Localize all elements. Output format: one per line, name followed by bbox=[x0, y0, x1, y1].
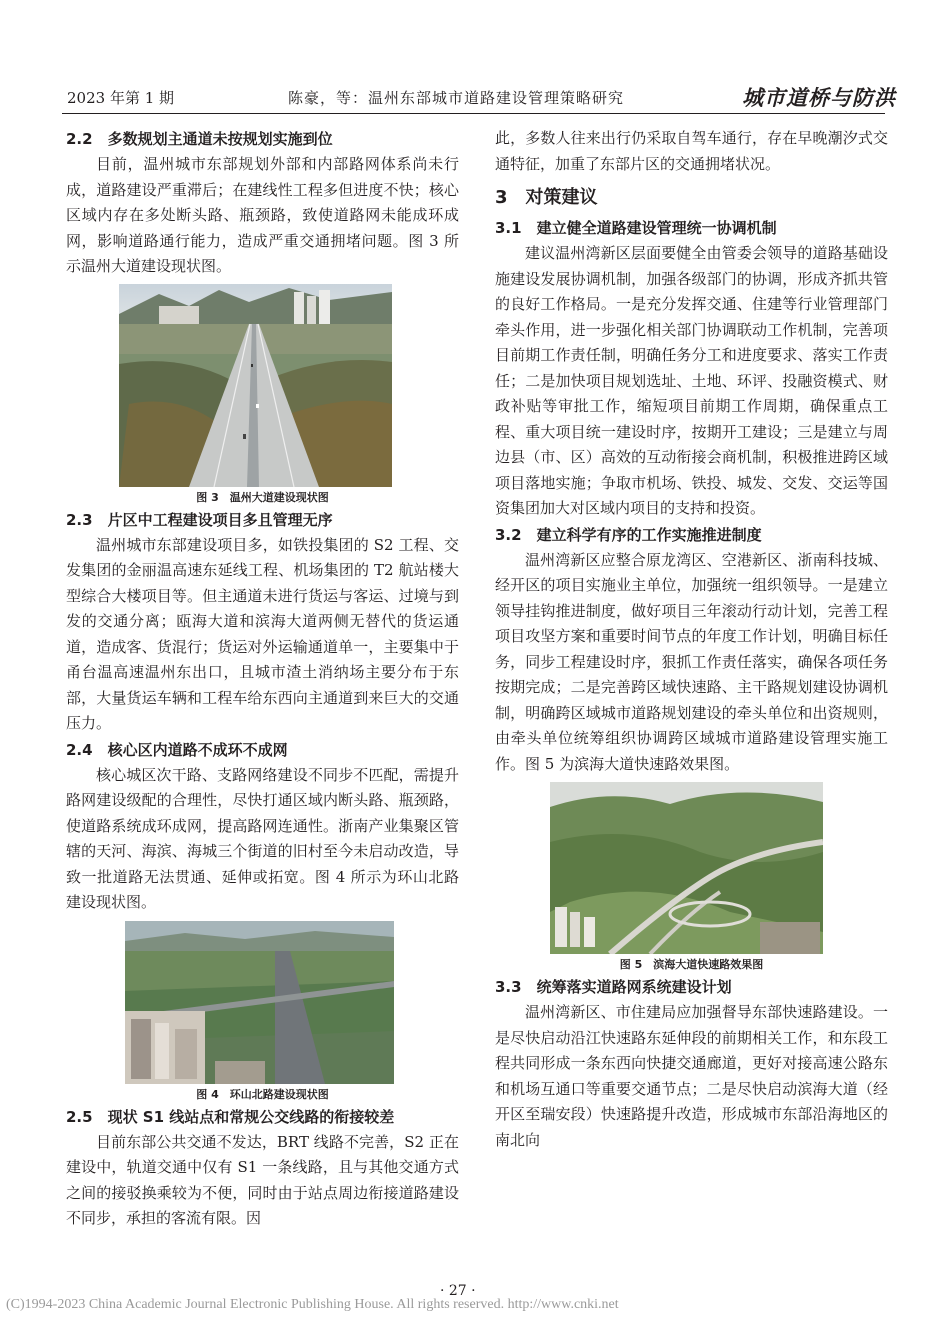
section-3-3-paragraph: 温州湾新区、市住建局应加强督导东部快速路建设。一是尽快启动沿江快速路东延伸段的前期相关工作，和东段工程共同形成一条东西向快捷交通廊道，更好对接高速公路东和机场互通口等重要交通节点；二是尽快启动滨海大道（经开区至瑞安段）快速路提升改造，形成城市东部沿海地区的南北向 bbox=[495, 1003, 888, 1149]
figure-4-photo bbox=[125, 921, 394, 1084]
section-2-5-heading: 2.5 现状 S1 线站点和常规公交线路的衔接较差 bbox=[66, 1107, 395, 1126]
header-running-title: 陈豪，等：温州东部城市道路建设管理策略研究 bbox=[288, 89, 625, 107]
section-3-1-heading: 3.1 建立健全道路建设管理统一协调机制 bbox=[495, 219, 777, 237]
section-2-3-heading: 2.3 片区中工程建设项目多且管理无序 bbox=[66, 510, 333, 529]
section-2-5-paragraph: 目前东部公共交通不发达，BRT 线路不完善，S2 正在建设中，轨道交通中仅有 S1 一条线路，且与其他交通方式之间的接驳换乘较为不便，同时由于站点周边衔接道路建设不同步，承担的客流有限。因 bbox=[66, 1132, 459, 1227]
section-2-2-paragraph: 目前，温州城市东部规划外部和内部路网体系尚未行成，道路建设严重滞后；在建线性工程多但进度不快；核心区域内存在多处断头路、瓶颈路，致使道路网未能成环成网，影响道路通行能力，造成严重交通拥堵问题。图 3 所示温州大道建设现状图。 bbox=[66, 155, 459, 275]
right-column bbox=[495, 126, 888, 1153]
figure-5-rendering bbox=[550, 782, 823, 954]
header-issue: 2023 年第 1 期 bbox=[67, 89, 175, 107]
figure-3-caption: 图 3 温州大道建设现状图 bbox=[196, 490, 329, 504]
figure-5-caption: 图 5 滨海大道快速路效果图 bbox=[619, 958, 764, 971]
section-2-4-heading: 2.4 核心区内道路不成环不成网 bbox=[66, 740, 288, 759]
section-2-4-paragraph: 核心城区次干路、支路网络建设不同步不匹配，需提升路网建设级配的合理性，尽快打通区域内断头路、瓶颈路，使道路系统成环成网，提高路网连通性。浙南产业集聚区管辖的天河、海滨、海城三个街道的旧村至今未启动改造，导致一批道路无法贯通、延伸或拓宽。图 4 所示为环山北路建设现状图。 bbox=[66, 765, 459, 911]
figure-4-caption: 图 4 环山北路建设现状图 bbox=[196, 1087, 329, 1101]
header-journal-logo: 城市道桥与防洪 bbox=[742, 85, 896, 110]
copyright-watermark: (C)1994-2023 China Academic Journal Electronic Publishing House. All rights reserved. http://www.cnki.net bbox=[6, 1297, 619, 1312]
section-2-3-paragraph: 温州城市东部建设项目多，如铁投集团的 S2 工程、交发集团的金丽温高速东延线工程、机场集团的 T2 航站楼大型综合大楼项目等。但主通道未进行货运与客运、过境与到发的交通分离；瓯海大道和滨海大道两侧无替代的货运通道，造成客、货混行；货运对外运输通道单一，主要集中于甬台温高速温州东出口，且城市渣土消纳场主要分布于东部，大量货运车辆和工程车给东西向主通道到来巨大的交通压力。 bbox=[66, 535, 459, 732]
continued-paragraph: 此，多数人往来出行仍采取自驾车通行，存在早晚潮汐式交通特征，加重了东部片区的交通拥堵状况。 bbox=[495, 129, 888, 173]
wenzhou-avenue-photo bbox=[119, 284, 392, 487]
header-rule bbox=[62, 113, 885, 114]
page-number: · 27 · bbox=[440, 1283, 476, 1299]
huanshan-north-road-photo bbox=[125, 921, 394, 1084]
section-3-2-paragraph: 温州湾新区应整合原龙湾区、空港新区、浙南科技城、经开区的项目实施业主单位，加强统一组织领导。一是建立领导挂钩推进制度，做好项目三年滚动行动计划，完善工程项目攻坚方案和重要时间节点的年度工作计划，明确目标任务，同步工程建设时序，狠抓工作责任落实，确保各项任务按期完成；二是完善跨区域快速路、主干路规划建设协调机制，明确跨区域城市道路规划建设的牵头单位和出资规则，由牵头单位统筹组织协调跨区域城市道路建设管理实施工作。图 5 为滨海大道快速路效果图。 bbox=[495, 550, 888, 773]
figure-3-photo bbox=[119, 284, 392, 487]
section-3-3-heading: 3.3 统筹落实道路网系统建设计划 bbox=[495, 978, 732, 996]
section-2-2-heading: 2.2 多数规划主通道未按规划实施到位 bbox=[66, 130, 333, 148]
section-3-1-paragraph: 建议温州湾新区层面要健全由管委会领导的道路基础设施建设发展协调机制，加强各级部门的协调，形成齐抓共管的良好工作格局。一是充分发挥交通、住建等行业管理部门牵头作用，进一步强化相关部门协调联动工作机制，完善项目前期工作责任制，明确任务分工和进度要求、落实工作责任；二是加快项目规划选址、土地、环评、投融资模式、财政补贴等审批工作，缩短项目前期工作周期，确保重点工程、重大项目统一建设时序，按期开工建设；三是建立与周边县（市、区）高效的互动衔接会商机制，积极推进跨区域项目落地实施；争取市机场、铁投、城发、交发、交运等国资集团加大对区域内项目的支持和投资。 bbox=[495, 244, 888, 517]
section-3-2-heading: 3.2 建立科学有序的工作实施推进制度 bbox=[495, 525, 762, 544]
section-3-heading: 3 对策建议 bbox=[495, 187, 598, 208]
binhai-avenue-expressway-rendering bbox=[550, 782, 823, 954]
left-column bbox=[66, 126, 459, 1232]
